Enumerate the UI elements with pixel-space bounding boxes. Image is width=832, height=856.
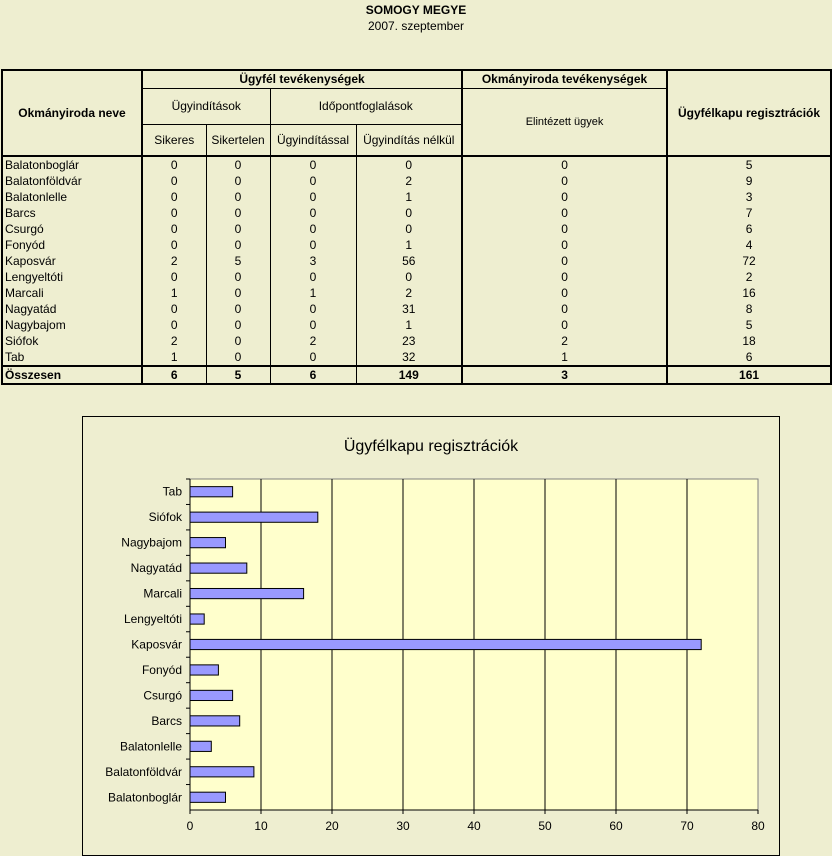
table-cell: 16 (667, 285, 831, 301)
col-header-ugyinditas-nelkul: Ügyindítás nélkül (356, 125, 462, 157)
table-cell: 0 (462, 205, 667, 221)
table-cell: 5 (667, 317, 831, 333)
col-header-kapu: Ügyfélkapu regisztrációk (667, 70, 831, 156)
y-tick-label: Kaposvár (131, 637, 182, 652)
table-cell: 3 (270, 253, 356, 269)
table-cell: 0 (462, 156, 667, 173)
bar (190, 639, 701, 649)
table-cell: 4 (667, 237, 831, 253)
table-row (2, 269, 831, 285)
bar (190, 487, 233, 497)
table-cell: 3 (667, 189, 831, 205)
bar (190, 563, 247, 573)
table-cell: 1 (462, 349, 667, 366)
bar (190, 588, 304, 598)
table-cell: 9 (667, 173, 831, 189)
y-tick-label: Tab (162, 484, 182, 499)
table-cell: 0 (270, 205, 356, 221)
page-subtitle: 2007. szeptember (367, 19, 465, 33)
table-cell: 2 (270, 333, 356, 349)
y-tick-label: Lengyeltóti (123, 612, 182, 627)
bar (190, 665, 218, 675)
col-header-sikeres: Sikeres (142, 125, 206, 157)
col-header-name: Okmányiroda neve (2, 70, 142, 156)
table-cell: 0 (270, 349, 356, 366)
table-cell: 0 (206, 156, 270, 173)
x-tick-label: 40 (467, 819, 481, 833)
table-cell: 0 (462, 189, 667, 205)
row-name: Lengyeltóti (2, 269, 142, 285)
total-cell: 149 (356, 366, 462, 384)
y-tick-label: Fonyód (141, 662, 182, 677)
table-cell: 2 (142, 333, 206, 349)
table-cell: 0 (462, 301, 667, 317)
row-name: Balatonboglár (2, 156, 142, 173)
bar (190, 690, 233, 700)
y-tick-label: Nagyatád (130, 561, 182, 576)
total-cell: 161 (667, 366, 831, 384)
table-cell: 0 (142, 237, 206, 253)
table-cell: 2 (667, 269, 831, 285)
table-cell: 0 (270, 237, 356, 253)
table-cell: 0 (462, 237, 667, 253)
table-row (2, 189, 831, 205)
table-cell: 1 (356, 189, 462, 205)
table-cell: 23 (356, 333, 462, 349)
table-cell: 1 (356, 237, 462, 253)
x-tick-label: 20 (325, 819, 339, 833)
chart-container (82, 416, 780, 856)
table-row (2, 285, 831, 301)
table-cell: 0 (462, 317, 667, 333)
y-tick-label: Barcs (151, 713, 182, 728)
bar (190, 614, 204, 624)
table-cell: 0 (356, 221, 462, 237)
page-title: SOMOGY MEGYE (365, 3, 467, 17)
table-cell: 0 (142, 317, 206, 333)
bar (190, 767, 254, 777)
bar (190, 538, 226, 548)
table-cell: 0 (206, 237, 270, 253)
table-cell: 0 (142, 156, 206, 173)
data-table (1, 69, 832, 385)
table-cell: 0 (142, 269, 206, 285)
y-tick-label: Balatonföldvár (105, 764, 182, 779)
y-tick-label: Marcali (143, 586, 182, 601)
table-cell: 0 (270, 317, 356, 333)
table-cell: 0 (206, 173, 270, 189)
col-header-elintezett: Elintézett ügyek (462, 89, 667, 157)
table-cell: 0 (206, 317, 270, 333)
y-tick-label: Balatonboglár (107, 790, 182, 805)
row-name: Kaposvár (2, 253, 142, 269)
table-cell: 0 (142, 173, 206, 189)
table-row (2, 221, 831, 237)
total-row (2, 366, 831, 384)
row-name: Csurgó (2, 221, 142, 237)
table-cell: 0 (206, 269, 270, 285)
table-cell: 0 (270, 269, 356, 285)
table-cell: 2 (356, 173, 462, 189)
table-row (2, 173, 831, 189)
table-cell: 0 (270, 189, 356, 205)
table-cell: 0 (270, 173, 356, 189)
total-cell: 6 (270, 366, 356, 384)
table-cell: 0 (206, 221, 270, 237)
table-cell: 0 (462, 285, 667, 301)
bar (190, 741, 211, 751)
row-name: Siófok (2, 333, 142, 349)
table-row (2, 349, 831, 366)
row-name: Tab (2, 349, 142, 366)
x-tick-label: 80 (751, 819, 765, 833)
total-label: Összesen (2, 366, 142, 384)
table-row (2, 156, 831, 173)
table-cell: 0 (270, 156, 356, 173)
table-cell: 0 (206, 349, 270, 366)
table-cell: 7 (667, 205, 831, 221)
table-cell: 2 (356, 285, 462, 301)
table-cell: 0 (462, 253, 667, 269)
table-row (2, 205, 831, 221)
table-cell: 0 (142, 221, 206, 237)
total-cell: 6 (142, 366, 206, 384)
subheader-foglalas: Időpontfoglalások (270, 89, 462, 125)
table-cell: 56 (356, 253, 462, 269)
row-name: Marcali (2, 285, 142, 301)
x-tick-label: 10 (254, 819, 268, 833)
table-cell: 0 (142, 205, 206, 221)
table-cell: 32 (356, 349, 462, 366)
bar (190, 512, 318, 522)
table-cell: 0 (356, 156, 462, 173)
y-tick-label: Nagybajom (121, 535, 182, 550)
table-cell: 0 (206, 205, 270, 221)
table-cell: 1 (142, 349, 206, 366)
table-row (2, 253, 831, 269)
y-tick-label: Siófok (148, 510, 182, 525)
x-tick-label: 30 (396, 819, 410, 833)
table-cell: 0 (462, 269, 667, 285)
table-cell: 0 (356, 269, 462, 285)
chart-title: Ügyfélkapu regisztrációk (343, 438, 519, 455)
total-cell: 3 (462, 366, 667, 384)
table-cell: 2 (462, 333, 667, 349)
table-cell: 0 (142, 189, 206, 205)
table-cell: 5 (206, 253, 270, 269)
table-row (2, 301, 831, 317)
row-name: Nagybajom (2, 317, 142, 333)
x-tick-label: 70 (680, 819, 694, 833)
table-cell: 8 (667, 301, 831, 317)
table-cell: 0 (270, 221, 356, 237)
table-cell: 1 (270, 285, 356, 301)
x-tick-label: 50 (538, 819, 552, 833)
table-cell: 0 (206, 333, 270, 349)
table-cell: 0 (142, 301, 206, 317)
table-row (2, 333, 831, 349)
table-cell: 31 (356, 301, 462, 317)
subheader-inditas: Ügyindítások (142, 89, 270, 125)
table-cell: 0 (206, 301, 270, 317)
col-header-sikertelen: Sikertelen (206, 125, 270, 157)
table-cell: 0 (206, 285, 270, 301)
y-tick-label: Balatonlelle (119, 739, 182, 754)
group-header-ugyfel: Ügyfél tevékenységek (142, 70, 462, 89)
table-row (2, 317, 831, 333)
table-cell: 0 (462, 221, 667, 237)
row-name: Fonyód (2, 237, 142, 253)
row-name: Balatonföldvár (2, 173, 142, 189)
bar (190, 792, 226, 802)
y-tick-label: Csurgó (143, 688, 182, 703)
row-name: Balatonlelle (2, 189, 142, 205)
bar (190, 716, 240, 726)
bar-chart (83, 417, 779, 855)
table-row (2, 237, 831, 253)
table-cell: 1 (142, 285, 206, 301)
total-cell: 5 (206, 366, 270, 384)
x-tick-label: 60 (609, 819, 623, 833)
table-cell: 0 (270, 301, 356, 317)
table-cell: 0 (462, 173, 667, 189)
x-tick-label: 0 (186, 819, 194, 833)
table-cell: 72 (667, 253, 831, 269)
table-cell: 1 (356, 317, 462, 333)
table-cell: 2 (142, 253, 206, 269)
table-cell: 6 (667, 221, 831, 237)
row-name: Nagyatád (2, 301, 142, 317)
table-cell: 18 (667, 333, 831, 349)
row-name: Barcs (2, 205, 142, 221)
group-header-okmany: Okmányiroda tevékenységek (462, 70, 667, 89)
table-cell: 0 (356, 205, 462, 221)
col-header-ugyinditassal: Ügyindítással (270, 125, 356, 157)
table-cell: 5 (667, 156, 831, 173)
table-cell: 0 (206, 189, 270, 205)
table-cell: 6 (667, 349, 831, 366)
